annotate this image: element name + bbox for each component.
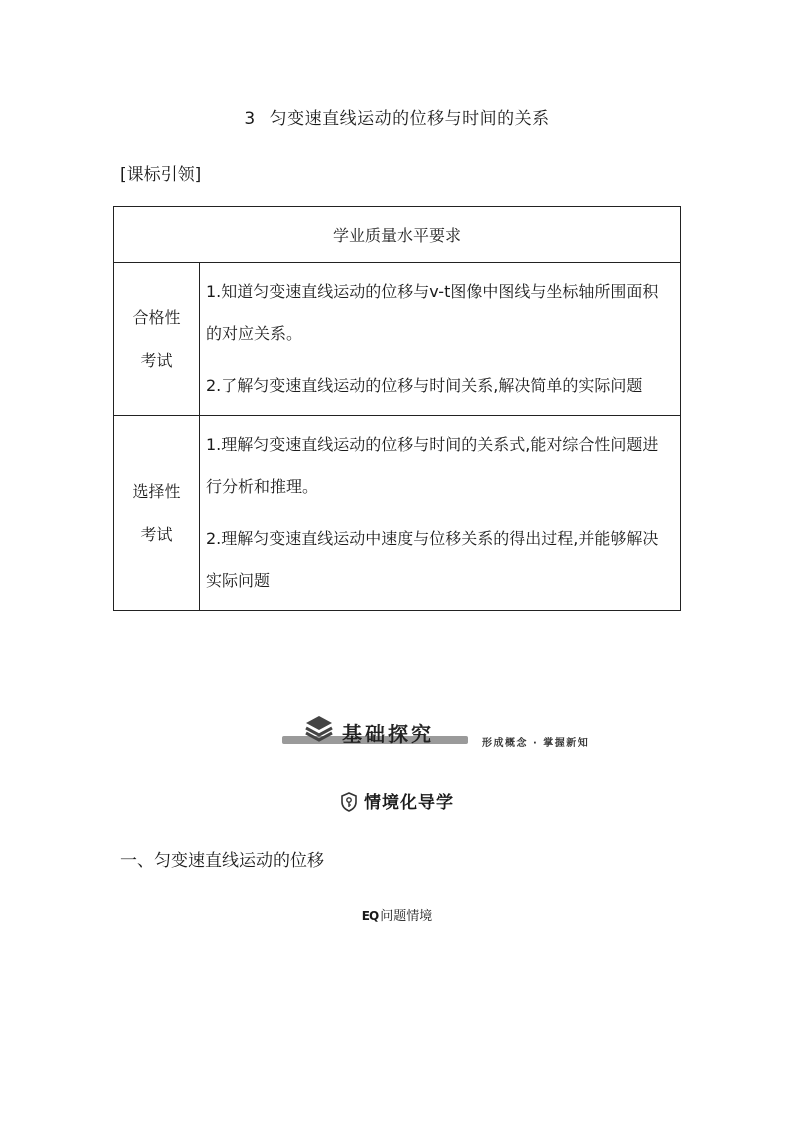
- requirement-item: 2.理解匀变速直线运动中速度与位移关系的得出过程,并能够解决实际问题: [206, 529, 659, 590]
- row-label-line: 考试: [140, 525, 173, 544]
- table-row: [114, 416, 681, 611]
- row-content: [200, 416, 681, 611]
- layers-icon: [304, 714, 334, 748]
- row-label: [114, 263, 200, 416]
- scene-text: 问题情境: [380, 909, 433, 924]
- question-scene-icon: EQ: [361, 909, 379, 923]
- part-heading: 一、匀变速直线运动的位移: [120, 851, 324, 871]
- sub-heading-text: 情境化导学: [364, 793, 454, 813]
- requirements-table: [113, 206, 681, 611]
- banner-subtitle: 形成概念 · 掌握新知: [482, 738, 590, 749]
- section-number: 3: [244, 109, 256, 129]
- row-content: [200, 263, 681, 416]
- key-icon: [340, 792, 358, 817]
- requirement-item: 1.理解匀变速直线运动的位移与时间的关系式,能对综合性问题进行分析和推理。: [206, 435, 659, 496]
- row-label-line: 合格性: [132, 308, 181, 327]
- row-label-line: 考试: [140, 351, 173, 370]
- row-label-line: 选择性: [132, 482, 181, 501]
- requirement-item: 1.知道匀变速直线运动的位移与v-t图像中图线与坐标轴所围面积的对应关系。: [206, 282, 659, 343]
- page-title: [0, 104, 794, 129]
- sub-heading: [0, 788, 794, 817]
- banner-title: 基础探究: [342, 722, 434, 746]
- table-header-row: [114, 207, 681, 263]
- requirement-item: 2.了解匀变速直线运动的位移与时间关系,解决简单的实际问题: [206, 376, 643, 395]
- title-text: 匀变速直线运动的位移与时间的关系: [269, 109, 550, 129]
- table-header: 学业质量水平要求: [114, 207, 681, 263]
- scene-label: [0, 905, 794, 924]
- section-label: [课标引领]: [120, 165, 202, 185]
- row-label: [114, 416, 200, 611]
- table-row: [114, 263, 681, 416]
- section-banner: [282, 712, 622, 752]
